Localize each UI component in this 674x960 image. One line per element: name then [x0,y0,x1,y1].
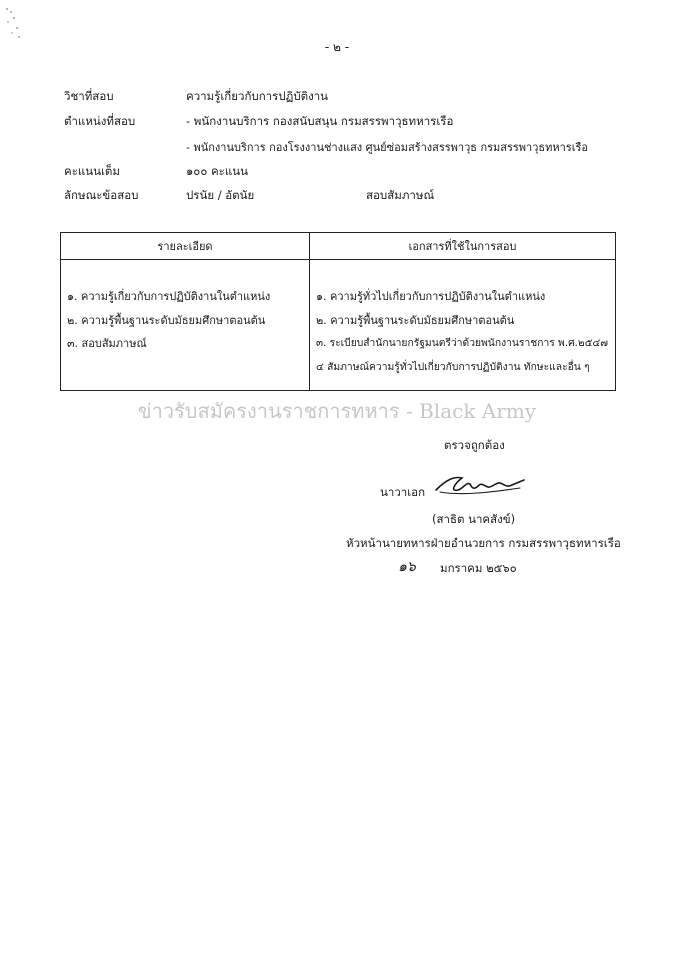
score-label: คะแนนเต็ม [64,164,120,178]
detail-item: ๓. สอบสัมภาษณ์ [67,337,147,350]
position-value-1: - พนักงานบริการ กองสนับสนุน กรมสรรพาวุธทหารเรือ [186,114,454,128]
position-value-2: - พนักงานบริการ กองโรงงานช่างแสง ศูนย์ซ่อมสร้างสรรพาวุธ กรมสรรพาวุธทหารเรือ [186,141,588,154]
col-header-documents: เอกสารที่ใช้ในการสอบ [310,233,616,260]
position-label: ตำแหน่งที่สอบ [64,114,136,128]
verified-text: ตรวจถูกต้อง [444,438,505,452]
signer-name: (สาธิต นาคสังข์) [432,512,516,526]
document-item: ๔ สัมภาษณ์ความรู้ทั่วไปเกี่ยวกับการปฏิบัติงาน ทักษะและอื่น ๆ [316,360,590,373]
documents-cell [310,260,616,391]
details-cell [61,260,310,391]
format-label: ลักษณะข้อสอบ [64,188,139,202]
watermark: ข่าวรับสมัครงานราชการทหาร - Black Army [137,399,537,423]
subject-value: ความรู้เกี่ยวกับการปฏิบัติงาน [186,89,329,103]
score-value: ๑๐๐ คะแนน [186,164,248,178]
document-item: ๑. ความรู้ทั่วไปเกี่ยวกับการปฏิบัติงานในตำแหน่ง [316,290,546,303]
signer-title: หัวหน้านายทหารฝ่ายอำนวยการ กรมสรรพาวุธทหารเรือ [346,536,621,550]
staple-marks-icon [4,6,22,40]
exam-details-table [60,232,616,391]
detail-item: ๒. ความรู้พื้นฐานระดับมัธยมศึกษาตอนต้น [67,313,266,327]
document-item: ๒. ความรู้พื้นฐานระดับมัธยมศึกษาตอนต้น [316,313,515,327]
format-extra: สอบสัมภาษณ์ [366,188,435,202]
date-day: ๑๖ [398,559,416,575]
detail-item: ๑. ความรู้เกี่ยวกับการปฏิบัติงานในตำแหน่ง [67,290,271,303]
subject-label: วิชาที่สอบ [64,89,114,103]
date-month-year: มกราคม ๒๕๖๐ [440,561,517,575]
col-header-details: รายละเอียด [61,233,310,260]
signer-rank: นาวาเอก [380,485,426,499]
handwritten-signature-icon [432,468,528,502]
format-value: ปรนัย / อัตนัย [186,188,255,202]
page-number: - ๒ - [324,40,350,54]
document-item: ๓. ระเบียบสำนักนายกรัฐมนตรีว่าด้วยพนักงานราชการ พ.ศ.๒๕๔๗ [316,337,609,349]
